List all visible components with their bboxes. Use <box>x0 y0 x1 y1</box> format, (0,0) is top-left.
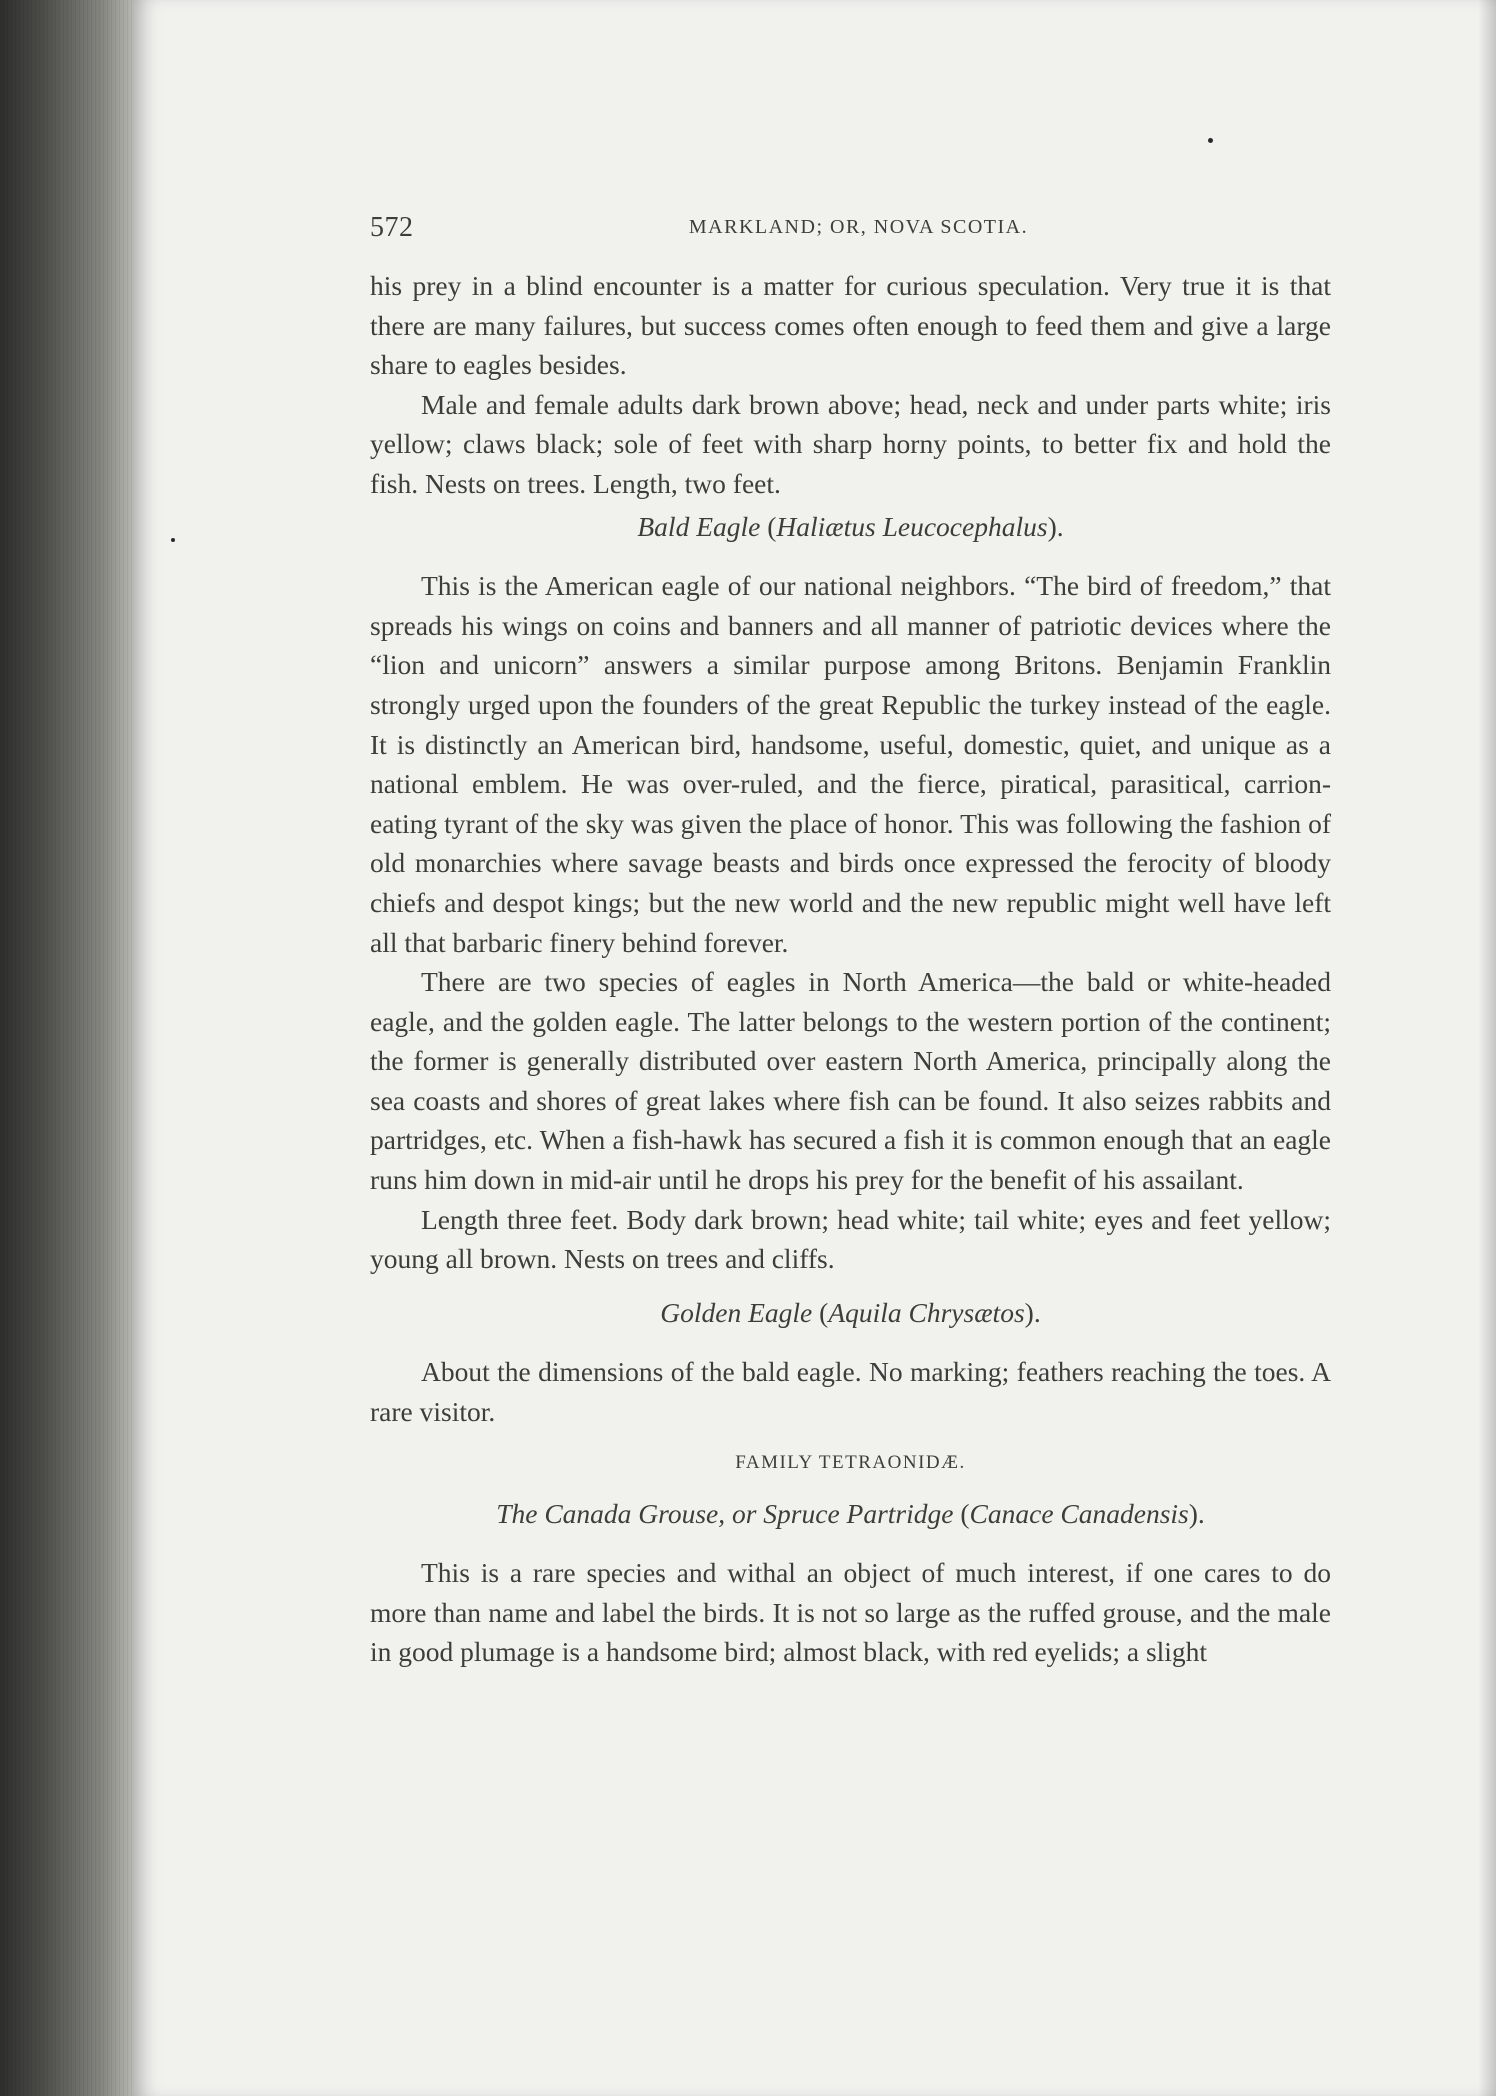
heading-common-name: Bald Eagle <box>637 510 761 542</box>
paragraph-bald-eagle-1: This is the American eagle of our national neighbors. “The bird of freedom,” that spreads his wings on coins and banners and all manner of patriotic devices where the “lion and unicorn” answers a similar purpose among Britons. Benjamin Franklin strongly urged upon the founders of the great Republic the turkey instead of the eagle. It is distinctly an American bird, handsome, useful, domestic, quiet, and unique as a national emblem. He was over-ruled, and the fierce, piratical, parasitical, carrion-eating tyrant of the sky was given the place of honor. This was following the fashion of old monarchies where savage beasts and birds once expressed the ferocity of bloody chiefs and despot kings; but the new world and the new republic might well have left all that barbaric finery behind forever. <box>370 570 1331 958</box>
page-shadow <box>1478 0 1496 2096</box>
paren-open: ( <box>960 1497 970 1529</box>
family-heading: FAMILY TETRAONIDÆ. <box>735 1451 966 1473</box>
paragraph-canada-grouse: This is a rare species and withal an object of much interest, if one cares to do more than name and label the birds. It is not so large as the ruffed grouse, and the male in good plumage is a handsome bird; almost black, with red eyelids; a slight <box>370 1557 1331 1668</box>
paragraph-golden-eagle: About the dimensions of the bald eagle. No marking; feathers reaching the toes. A rare visitor. <box>370 1356 1331 1428</box>
heading-latin-name: Canace Canadensis <box>969 1497 1189 1529</box>
paren-close: ). <box>1047 510 1064 542</box>
paragraph-description: Male and female adults dark brown above; head, neck and under parts white; iris yellow; claws black; sole of feet with sharp horny points, to better fix and hold the fish. Nests on trees. Length, two feet. <box>370 388 1331 499</box>
paragraph-bald-eagle-3: Length three feet. Body dark brown; head white; tail white; eyes and feet yellow; young all brown. Nests on trees and cliffs. <box>370 1203 1331 1275</box>
section-heading-canada-grouse <box>370 1494 1331 1534</box>
paper-speck <box>1208 138 1213 143</box>
heading-latin-name: Haliætus Leucocephalus <box>776 510 1048 542</box>
text-column <box>370 206 1331 1672</box>
heading-common-name: Golden Eagle <box>660 1296 813 1328</box>
paragraph-bald-eagle-2: There are two species of eagles in North America—the bald or white-headed eagle, and the golden eagle. The latter belongs to the western portion of the continent; the former is generally distributed over eastern North America, principally along the sea coasts and shores of great lakes where fish can be found. It also seizes rabbits and partridges, etc. When a fish-hawk has secured a fish it is common enough that an eagle runs him down in mid-air until he drops his prey for the benefit of his assailant. <box>370 966 1331 1196</box>
book-page-edges <box>0 0 150 2096</box>
page-number: 572 <box>370 212 414 243</box>
paren-open: ( <box>819 1296 829 1328</box>
paper-speck <box>171 538 175 542</box>
paragraph-continuation: his prey in a blind encounter is a matter for curious speculation. Very true it is that there are many failures, but success comes often enough to feed them and give a large share to eagles besides. <box>370 270 1331 381</box>
heading-latin-name: Aquila Chrysætos <box>828 1296 1025 1328</box>
paren-close: ). <box>1024 1296 1041 1328</box>
paren-open: ( <box>767 510 777 542</box>
paren-close: ). <box>1188 1497 1205 1529</box>
page-header <box>370 206 1331 250</box>
section-heading-golden-eagle <box>370 1293 1331 1333</box>
heading-common-name: The Canada Grouse, or Spruce Partridge <box>496 1497 954 1529</box>
section-heading-bald-eagle <box>370 507 1331 547</box>
running-head: MARKLAND; OR, NOVA SCOTIA. <box>688 216 1029 238</box>
